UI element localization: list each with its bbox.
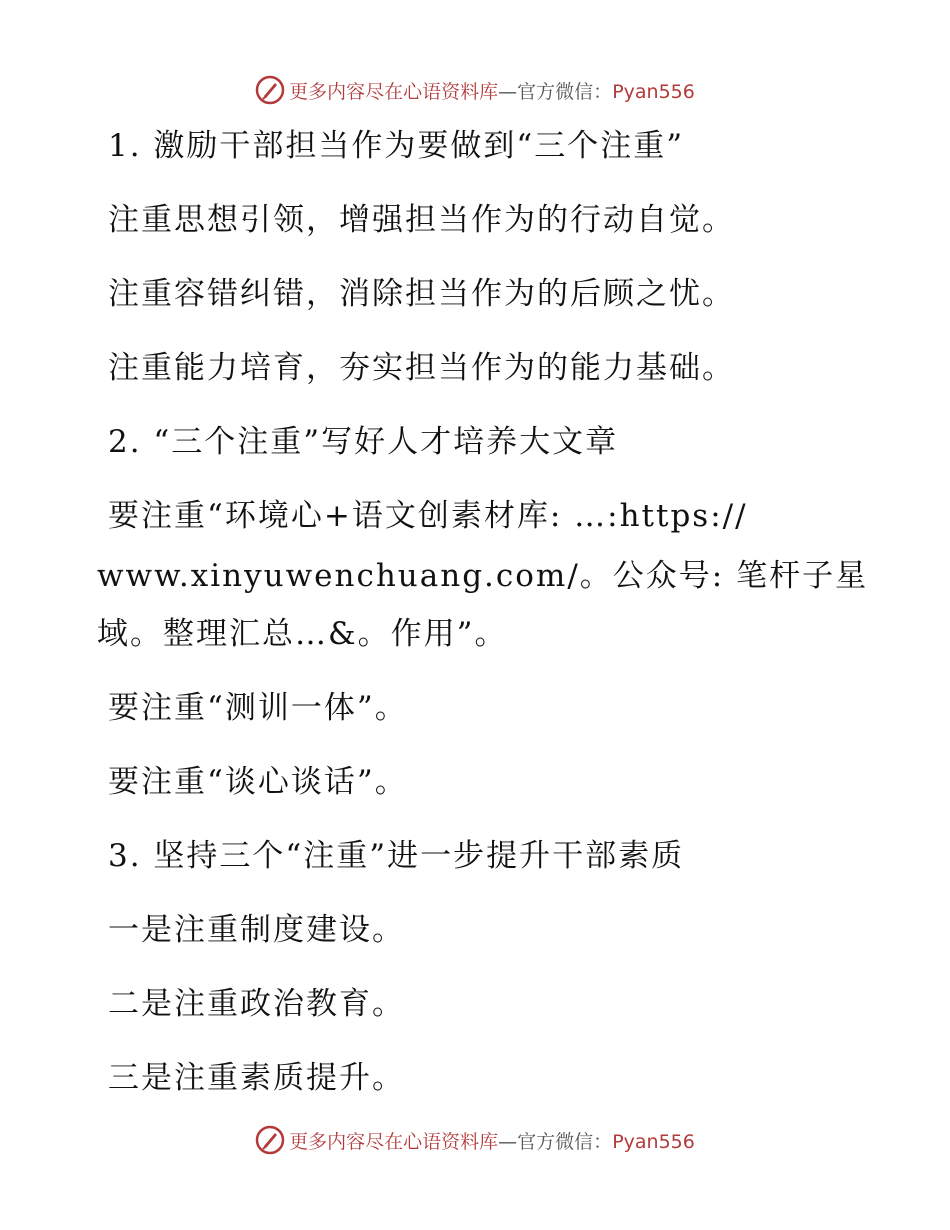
paragraph: 注重能力培育，夯实担当作为的能力基础。 [108, 350, 735, 386]
quill-logo-icon [255, 1125, 285, 1155]
heading-2: 2. “三个注重”写好人才培养大文章 [108, 424, 619, 460]
paragraph: 注重思想引领，增强担当作为的行动自觉。 [108, 202, 735, 238]
footer-watermark [0, 1120, 950, 1160]
paragraph: 一是注重制度建设。 [108, 912, 405, 948]
paragraph: 要注重“环境心+语文创素材库: …:https:// [108, 498, 748, 534]
paragraph: 域。整理汇总…&。作用”。 [97, 616, 508, 652]
heading-1: 1. 激励干部担当作为要做到“三个注重” [108, 128, 685, 164]
paragraph: 要注重“谈心谈话”。 [108, 764, 408, 800]
header-watermark [0, 70, 950, 110]
footer-watermark-text: 更多内容尽在心语资料库—官方微信：Pyan556 [289, 1130, 695, 1153]
paragraph: 三是注重素质提升。 [108, 1060, 405, 1096]
paragraph: 二是注重政治教育。 [108, 986, 405, 1022]
quill-logo-icon [255, 75, 285, 105]
paragraph: 注重容错纠错，消除担当作为的后顾之忧。 [108, 276, 735, 312]
header-watermark-text: 更多内容尽在心语资料库—官方微信：Pyan556 [289, 80, 695, 103]
heading-3: 3. 坚持三个“注重”进一步提升干部素质 [108, 838, 685, 874]
paragraph: www.xinyuwenchuang.com/。公众号: 笔杆子星 [97, 558, 869, 594]
paragraph: 要注重“测训一体”。 [108, 690, 408, 726]
